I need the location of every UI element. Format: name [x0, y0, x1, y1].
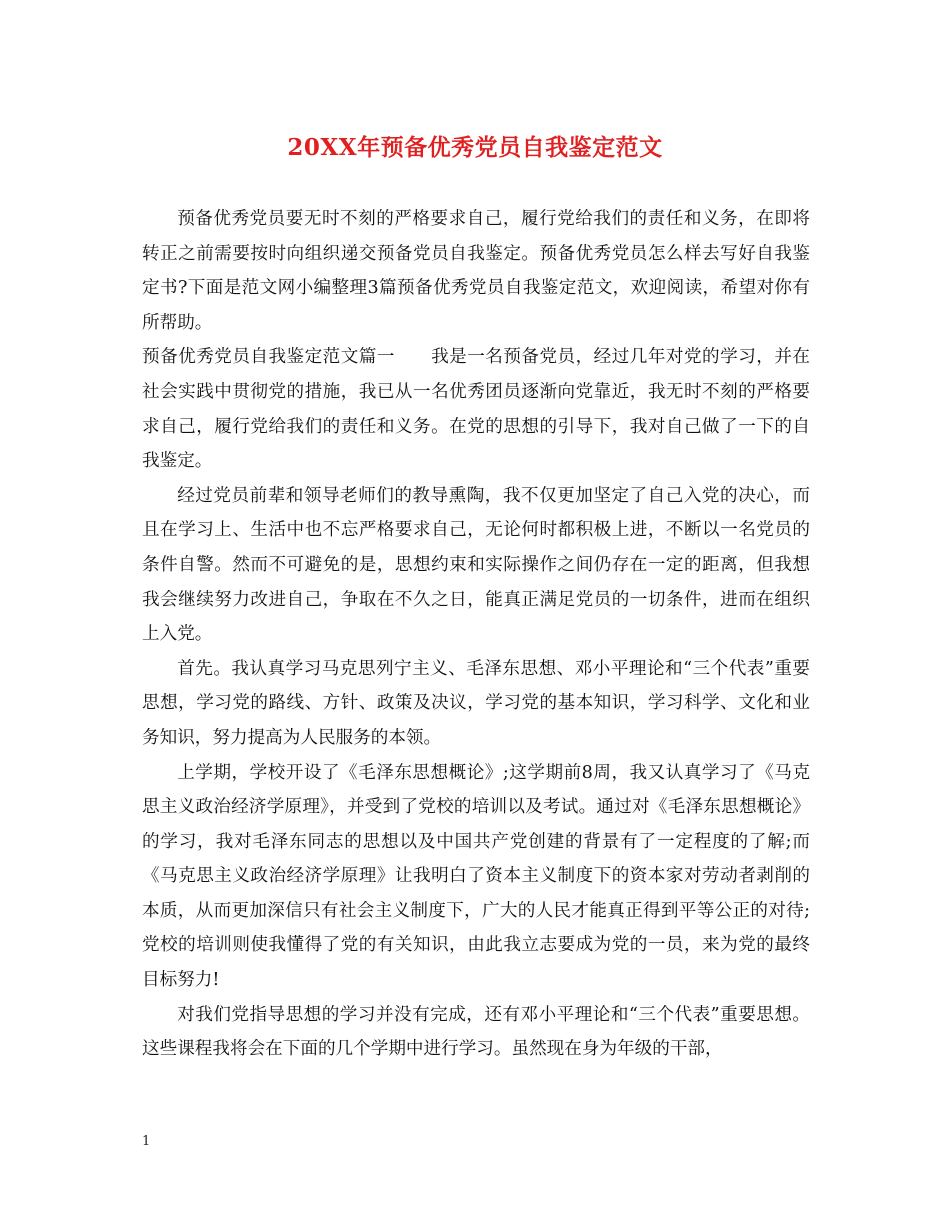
paragraph-first: 首先。我认真学习马克思列宁主义、毛泽东思想、邓小平理论和“三个代表”重要思想，学习党的路线、方针、政策及决议，学习党的基本知识，学习科学、文化和业务知识，努力提高为人民服务的本领。	[142, 658, 810, 748]
paragraph-section-one: 预备优秀党员自我鉴定范文篇一 我是一名预备党员，经过几年对党的学习，并在社会实践中贯彻党的措施，我已从一名优秀团员逐渐向党靠近，我无时不刻的严格要求自己，履行党给我们的责任和义务。在党的思想的引导下，我对自己做了一下的自我鉴定。	[142, 347, 810, 472]
paragraph-guiding-thought: 对我们党指导思想的学习并没有完成，还有邓小平理论和“三个代表”重要思想。这些课程我将会在下面的几个学期中进行学习。虽然现在身为年级的干部，	[142, 1004, 810, 1060]
document-body	[142, 202, 810, 1067]
document-title: 20XX年预备优秀党员自我鉴定范文	[287, 134, 663, 161]
paragraph-education: 经过党员前辈和领导老师们的教导熏陶，我不仅更加坚定了自己入党的决心，而且在学习上、生活中也不忘严格要求自己，无论何时都积极上进，不断以一名党员的条件自警。然而不可避免的是，思想约束和实际操作之间仍存在一定的距离，但我想我会继续努力改进自己，争取在不久之日，能真正满足党员的一切条件，进而在组织上入党。	[142, 485, 810, 645]
paragraph-intro: 预备优秀党员要无时不刻的严格要求自己，履行党给我们的责任和义务，在即将转正之前需要按时向组织递交预备党员自我鉴定。预备优秀党员怎么样去写好自我鉴定书?下面是范文网小编整理3篇预备优秀党员自我鉴定范文，欢迎阅读，希望对你有所帮助。	[142, 209, 810, 333]
paragraph-last-semester: 上学期，学校开设了《毛泽东思想概论》;这学期前8周，我又认真学习了《马克思主义政治经济学原理》，并受到了党校的培训以及考试。通过对《毛泽东思想概论》的学习，我对毛泽东同志的思想以及中国共产党创建的背景有了一定程度的了解;而《马克思主义政治经济学原理》让我明白了资本主义制度下的资本家对劳动者剥削的本质，从而更加深信只有社会主义制度下，广大的人民才能真正得到平等公正的对待;党校的培训则使我懂得了党的有关知识，由此我立志要成为党的一员，来为党的最终目标努力!	[142, 762, 810, 991]
page-number: 1	[142, 1134, 151, 1149]
